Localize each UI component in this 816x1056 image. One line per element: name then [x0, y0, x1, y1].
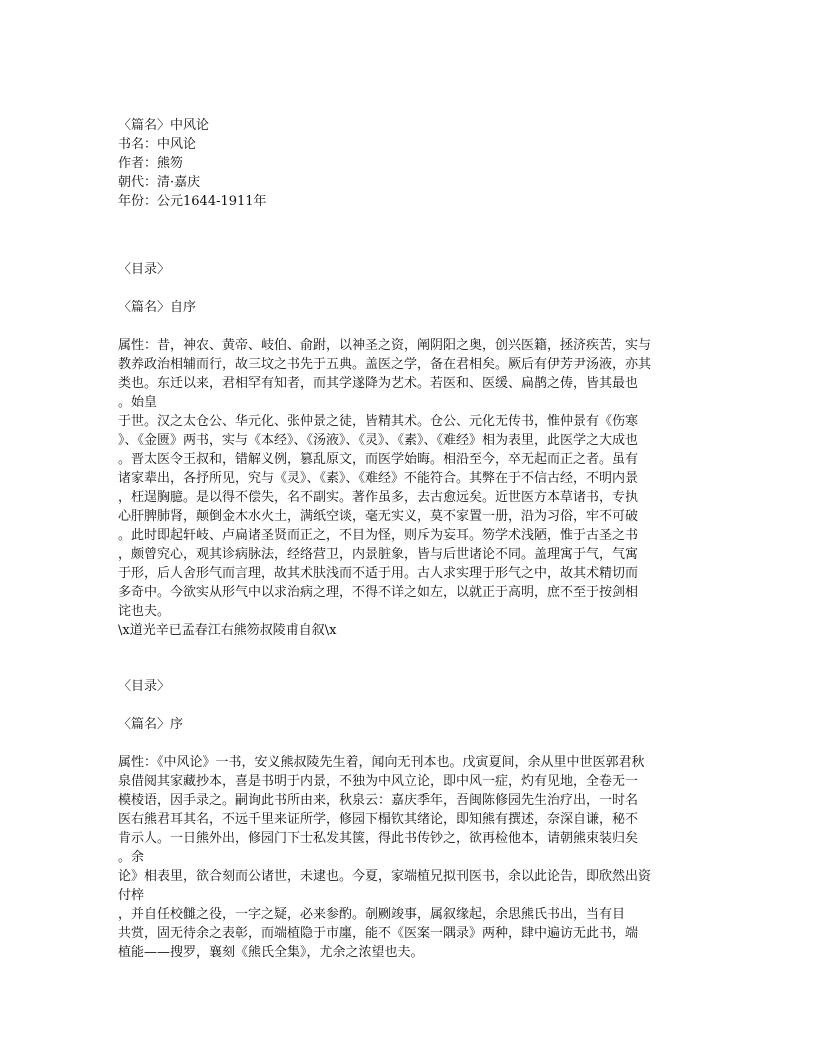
- text-line: 属性：昔，神农、黄帝、岐伯、俞跗，以神圣之资，阐阴阳之奥，创兴医籍，拯济疾苦，实与: [118, 338, 652, 353]
- text-line: 植能——搜罗，襄刻《熊氏全集》，尤余之浓望也夫。: [118, 945, 424, 960]
- text-line: 教养政治相辅而行，故三坟之书先于五典。盖医之学，备在君相矣。厥后有伊芳尹汤液，亦其: [118, 357, 652, 372]
- dynasty: 朝代：清·嘉庆: [118, 175, 201, 190]
- book-name: 书名：中风论: [118, 137, 197, 152]
- section-foreword: [118, 677, 702, 962]
- text-line: 类也。东迁以来，君相罕有知者，而其学遂降为艺术。若医和、医缓、扁鹊之俦，皆其最也: [118, 376, 639, 391]
- text-line: 模棱语，因手录之。嗣询此书所由来，秋泉云：嘉庆季年，吾闽陈修园先生治疗出，一时名: [118, 793, 639, 808]
- text-line: 。晋太医令王叔和，错解义例，篡乱原文，而医学始晦。相沿至今，卒无起而正之者。虽有: [118, 452, 639, 467]
- text-line: 。始皇: [118, 395, 158, 410]
- text-line: 于形，后人舍形气而言理，故其术肤浅而不适于用。古人求实理于形气之中，故其术精切而: [118, 566, 639, 581]
- text-line: 医右熊君耳其名，不远千里来证所学，修园下榻钦其绪论，即知熊有撰述，奈深自谦，秘不: [118, 812, 639, 827]
- text-line: 诸家辈出，各抒所见，究与《灵》、《素》、《难经》不能符合。其弊在于不信古经，不明内景: [118, 471, 639, 486]
- text-line: 诧也夫。: [118, 604, 171, 619]
- toc-heading: 〈目录〉: [118, 262, 171, 277]
- text-line: 论》相表里，欲合刻而公诸世，未逮也。今夏，家端植兄拟刊医书，余以此论告，即欣然出资: [118, 869, 652, 884]
- text-line: ，枉逞胸臆。是以得不偿失，名不副实。著作虽多，去古愈远矣。近世医方本草诸书，专执: [118, 490, 639, 505]
- chapter-title: 〈篇名〉中风论: [118, 118, 210, 133]
- metadata-block: [118, 116, 702, 211]
- text-line: 》、《金匮》两书，实与《本经》、《汤液》、《灵》、《素》、《难经》相为表里，此医学之大成也: [118, 433, 639, 448]
- section-chapter-title: 〈篇名〉序: [118, 717, 184, 732]
- text-line: 共赏，固无待余之表彰，而端植隐于市廛，能不《医案一隅录》两种，肆中遍访无此书，端: [118, 926, 639, 941]
- text-line: 付梓: [118, 888, 145, 903]
- text-line: 属性：《中风论》一书，安义熊叔陵先生着，闻向无刊本也。戊寅夏间，余从里中世医郭君秋: [118, 755, 645, 770]
- text-line: 肯示人。一日熊外出，修园门下士私发其箧，得此书传钞之，欲再检他本，请朝熊束装归矣: [118, 831, 639, 846]
- text-line: ，并自任校雠之役，一字之疑，必来参酌。剞劂竣事，属叙缘起，余思熊氏书出，当有目: [118, 907, 626, 922]
- text-line: 。余: [118, 850, 145, 865]
- text-line: 心肝脾肺肾，颠倒金木水火土，满纸空谈，毫无实义，莫不家置一册，沿为习俗，牢不可破: [118, 509, 639, 524]
- signature-line: \x道光辛已孟春江右熊笏叔陵甫自叙\x: [118, 623, 337, 638]
- author: 作者：熊笏: [118, 156, 184, 171]
- year: 年份：公元1644-1911年: [118, 194, 267, 209]
- text-line: 泉借阅其家藏抄本，喜是书明于内景，不独为中风立论，即中风一症，灼有见地，全卷无一: [118, 774, 639, 789]
- text-line: 。此时即起轩岐、卢扁诸圣贤而正之，不目为怪，则斥为妄耳。笏学术浅陋，惟于古圣之书: [118, 528, 639, 543]
- section-preface: [118, 260, 702, 640]
- toc-heading: 〈目录〉: [118, 679, 171, 694]
- text-line: ，颇曾究心，观其诊病脉法，经络营卫，内景脏象，皆与后世诸论不同。盖理寓于气，气寓: [118, 547, 639, 562]
- text-line: 于世。汉之太仓公、华元化、张仲景之徒，皆精其术。仓公、元化无传书，惟仲景有《伤寒: [118, 414, 639, 429]
- section-chapter-title: 〈篇名〉自序: [118, 300, 197, 315]
- text-line: 多奇中。今欲实从形气中以求治病之理，不得不详之如左，以就正于高明，庶不至于按剑相: [118, 585, 639, 600]
